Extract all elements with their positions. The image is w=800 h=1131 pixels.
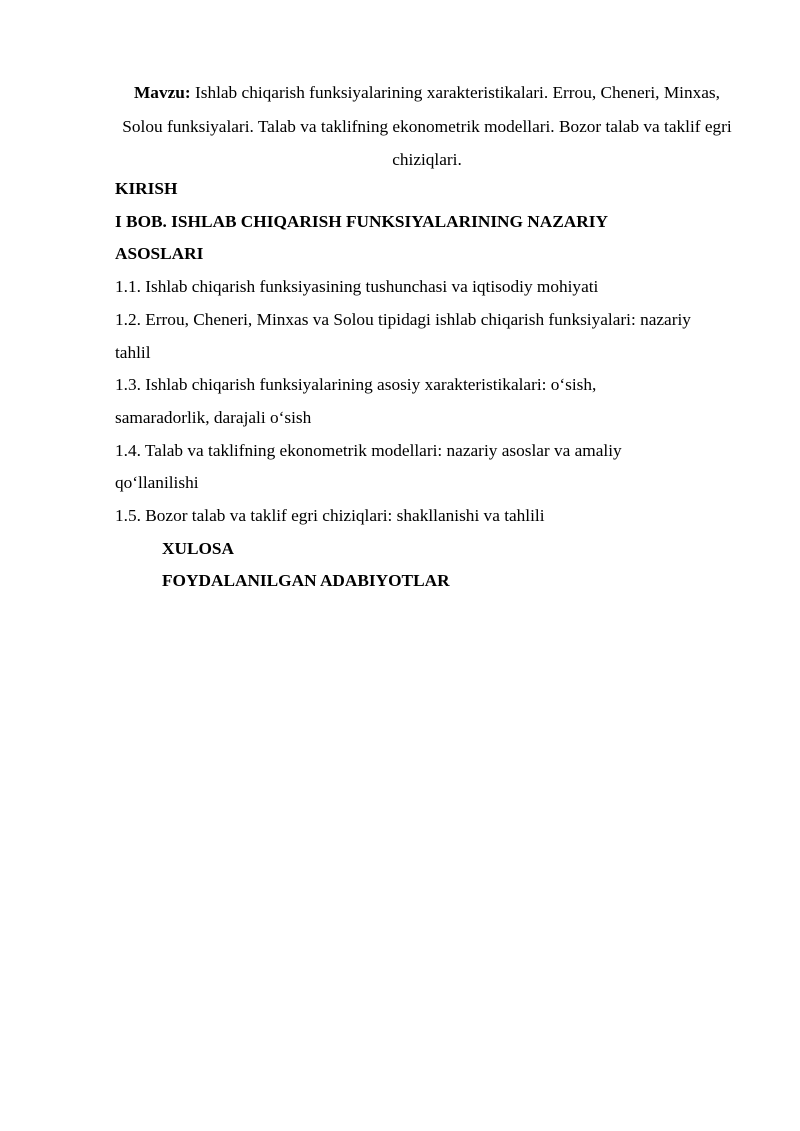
toc-chapter-title-line1: I BOB. ISHLAB CHIQARISH FUNKSIYALARINING NAZARIY (115, 211, 608, 231)
toc-section-1-3-cont: samaradorlik, darajali o‘sish (115, 407, 312, 427)
toc-section-1-4: 1.4. Talab va taklifning ekonometrik modellari: nazariy asoslar va amaliy (115, 440, 622, 460)
toc-section-1-2-cont: tahlil (115, 342, 151, 362)
topic-label: Mavzu: (134, 83, 191, 102)
toc-conclusion: XULOSA (162, 538, 235, 558)
toc-references: FOYDALANILGAN ADABIYOTLAR (162, 571, 450, 591)
toc-section-1-5: 1.5. Bozor talab va taklif egri chiziqlari: shakllanishi va tahlili (115, 506, 545, 526)
toc-intro: KIRISH (115, 179, 178, 198)
toc-chapter-title-line2: ASOSLARI (115, 244, 204, 264)
table-of-contents (115, 173, 755, 598)
toc-section-1-1: 1.1. Ishlab chiqarish funksiyasining tushunchasi va iqtisodiy mohiyati (115, 277, 599, 297)
topic-text: Ishlab chiqarish funksiyalarining xarakteristikalari. Errou, Cheneri, Minxas, Solou funksiyalari. Talab va taklifning ekonometrik modellari. Bozor talab va taklif egri chiziqlari. (122, 83, 732, 169)
topic-paragraph (112, 76, 742, 177)
toc-section-1-4-cont: qo‘llanilishi (115, 473, 199, 493)
toc-section-1-3: 1.3. Ishlab chiqarish funksiyalarining asosiy xarakteristikalari: o‘sish, (115, 375, 597, 395)
toc-section-1-2: 1.2. Errou, Cheneri, Minxas va Solou tipidagi ishlab chiqarish funksiyalari: nazariy (115, 309, 691, 329)
